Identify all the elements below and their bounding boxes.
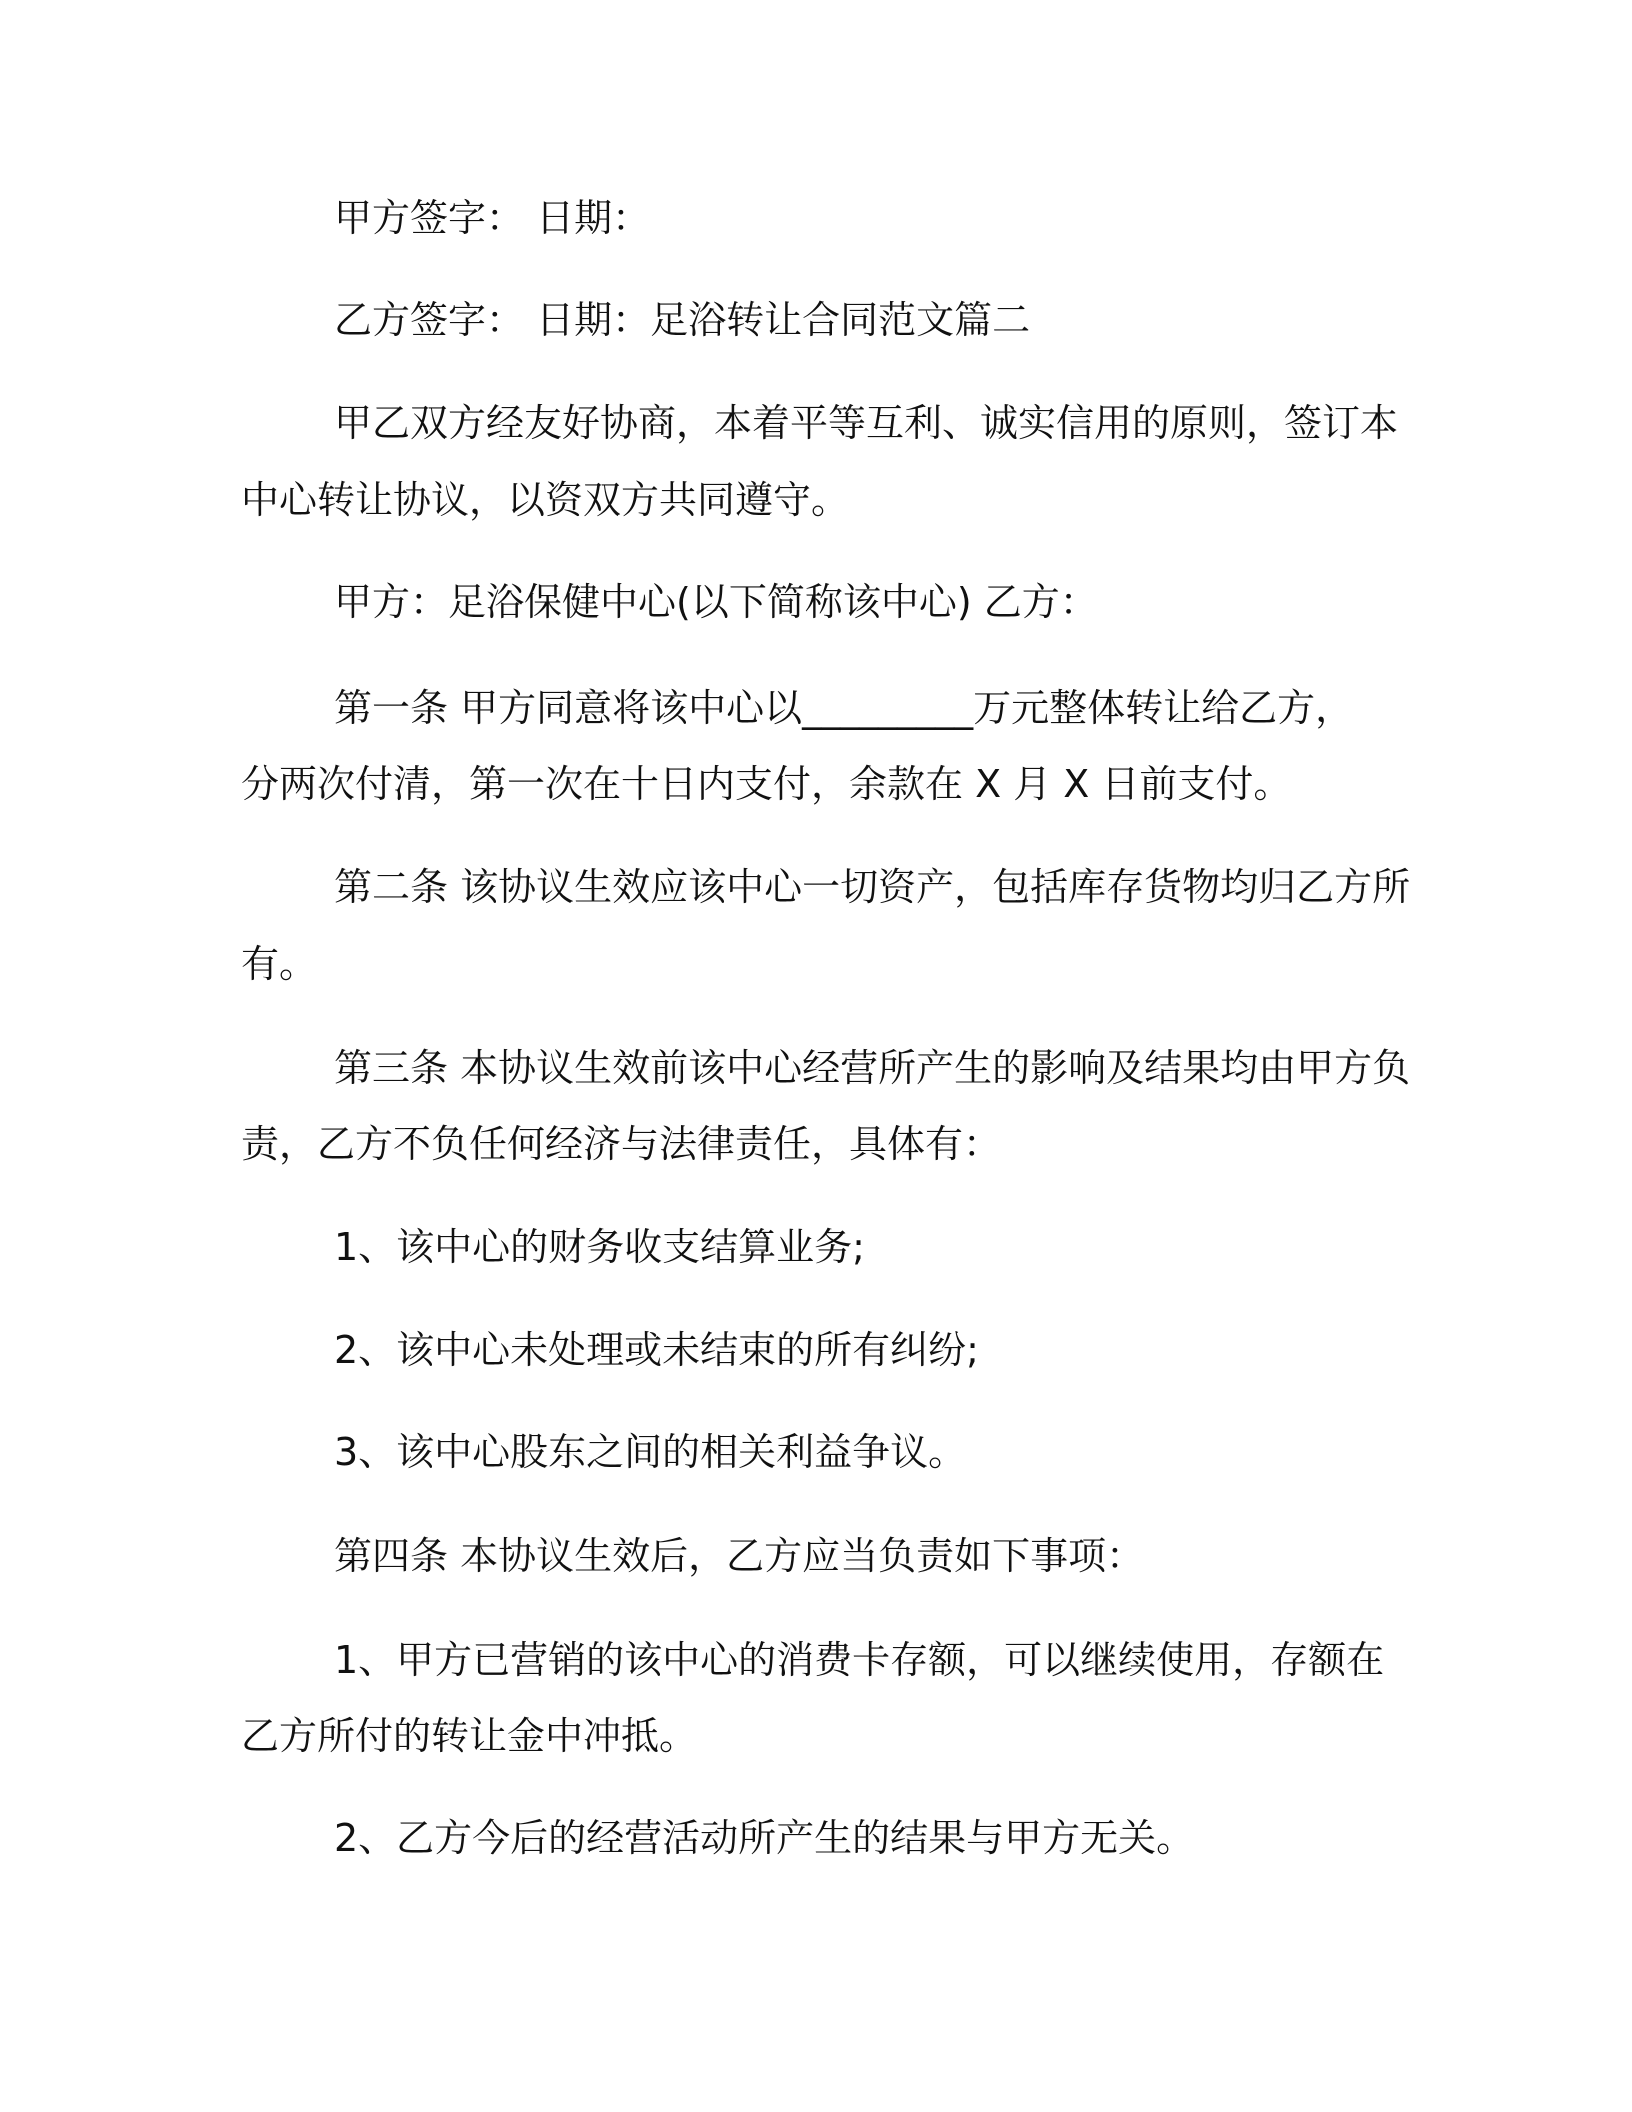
- article-3-item-1: 1、该中心的财务收支结算业务;: [334, 1225, 865, 1269]
- article-3-item-3: 3、该中心股东之间的相关利益争议。: [334, 1430, 967, 1474]
- intro-paragraph-line-2: 中心转让协议，以资双方共同遵守。: [241, 478, 850, 522]
- intro-paragraph-line-1: 甲乙双方经友好协商，本着平等互利、诚实信用的原则，签订本: [334, 401, 1399, 445]
- article-4-line-1: 第四条 本协议生效后，乙方应当负责如下事项：: [334, 1534, 1145, 1578]
- article-4-item-1-line-1: 1、甲方已营销的该中心的消费卡存额，可以继续使用，存额在: [334, 1638, 1385, 1682]
- party-b-signature-line: 乙方签字： 日期：足浴转让合同范文篇二: [334, 298, 1031, 342]
- party-a-signature-line: 甲方签字： 日期：: [334, 196, 651, 240]
- article-4-item-1-line-2: 乙方所付的转让金中冲抵。: [241, 1714, 698, 1758]
- parties-line: 甲方：足浴保健中心(以下简称该中心) 乙方：: [334, 580, 1098, 624]
- article-1-line-1: 第一条 甲方同意将该中心以_________万元整体转让给乙方，: [334, 686, 1354, 730]
- article-2-line-1: 第二条 该协议生效应该中心一切资产，包括库存货物均归乙方所: [334, 865, 1411, 909]
- article-3-line-2: 责，乙方不负任何经济与法律责任，具体有：: [241, 1122, 1002, 1166]
- article-2-line-2: 有。: [241, 942, 318, 986]
- article-1-line-2: 分两次付清，第一次在十日内支付，余款在 X 月 X 日前支付。: [241, 762, 1292, 806]
- article-3-item-2: 2、该中心未处理或未结束的所有纠纷;: [334, 1328, 979, 1372]
- article-3-line-1: 第三条 本协议生效前该中心经营所产生的影响及结果均由甲方负: [334, 1046, 1411, 1090]
- article-4-item-2: 2、乙方今后的经营活动所产生的结果与甲方无关。: [334, 1816, 1195, 1860]
